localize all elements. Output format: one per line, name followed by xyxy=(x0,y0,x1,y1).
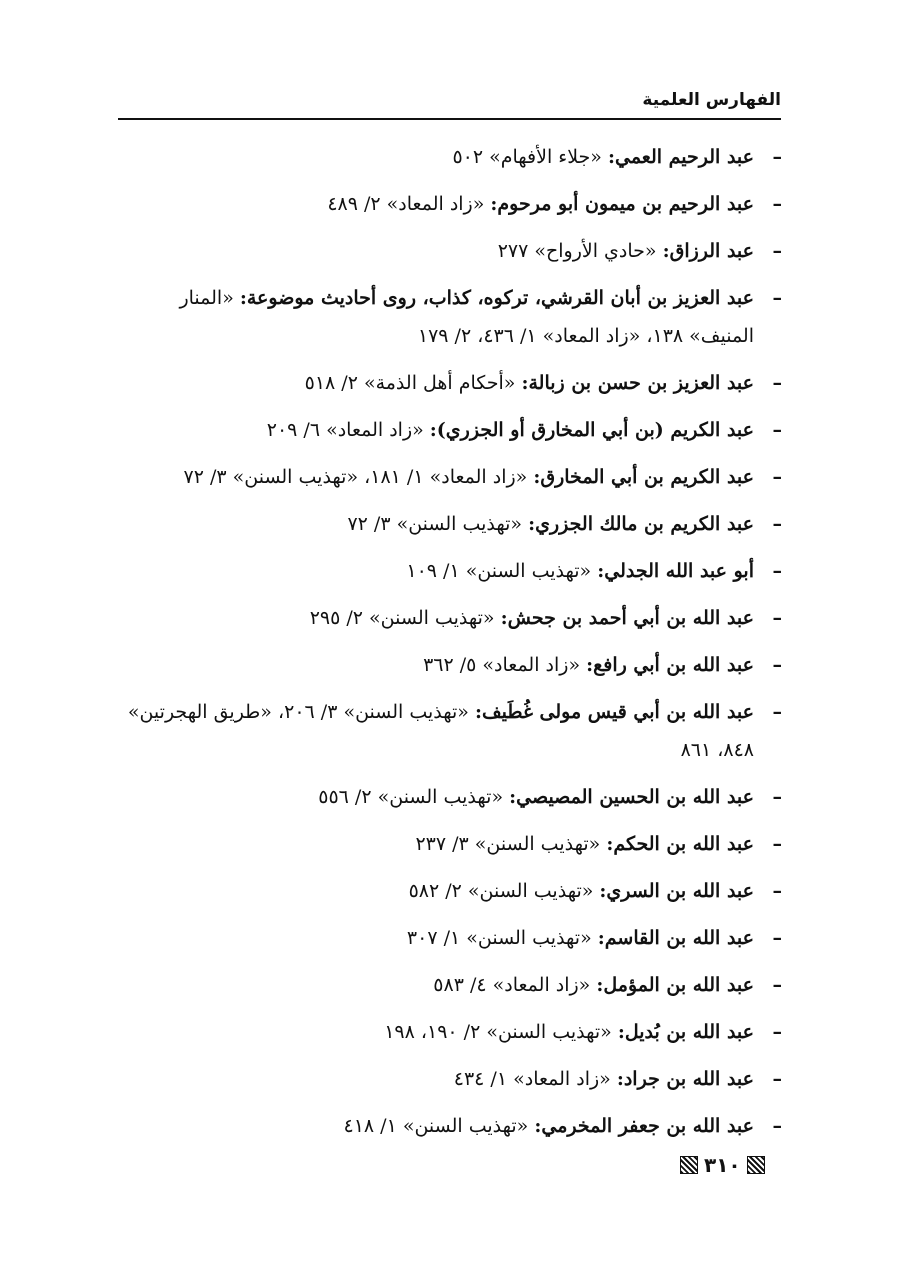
entry-refs: «تهذيب السنن» ٣/ ٧٢ xyxy=(347,513,523,535)
entry-dash: – xyxy=(772,240,782,262)
entry-dash: – xyxy=(772,927,782,949)
entry-refs: «تهذيب السنن» ٣/ ٢٣٧ xyxy=(415,833,601,855)
entry-refs: «تهذيب السنن» ١/ ٤١٨ xyxy=(343,1115,529,1137)
entry-name: عبد الله بن أبي رافع: xyxy=(586,654,754,676)
entry-refs: «المنار المنيف» ١٣٨، «زاد المعاد» ١/ ٤٣٦، ٢/ ١٧٩ xyxy=(179,287,754,347)
entry-name: عبد الكريم بن مالك الجزري: xyxy=(528,513,754,535)
entry-name: عبد الرحيم بن ميمون أبو مرحوم: xyxy=(490,193,754,215)
index-entry xyxy=(110,458,782,496)
header-title: الفهارس العلمية xyxy=(642,90,781,110)
index-entry xyxy=(110,825,782,863)
entry-refs: «زاد المعاد» ٤/ ٥٨٣ xyxy=(433,974,591,996)
entry-refs: «حادي الأرواح» ٢٧٧ xyxy=(497,240,657,262)
index-entry xyxy=(110,919,782,957)
index-entry xyxy=(110,232,782,270)
entry-dash: – xyxy=(772,701,782,723)
index-entry xyxy=(110,646,782,684)
entry-refs: «تهذيب السنن» ٣/ ٢٠٦، «طريق الهجرتين» ٨٤٨، ٨٦١ xyxy=(127,701,754,761)
index-entry xyxy=(110,1107,782,1145)
index-entry xyxy=(110,279,782,355)
entry-refs: «جلاء الأفهام» ٥٠٢ xyxy=(452,146,602,168)
entry-name: عبد الله بن القاسم: xyxy=(597,927,754,949)
entry-name: عبد الله بن جعفر المخرمي: xyxy=(534,1115,754,1137)
entry-name: عبد العزيز بن حسن بن زبالة: xyxy=(521,372,754,394)
entry-name: عبد الكريم بن أبي المخارق: xyxy=(533,466,754,488)
index-entry xyxy=(110,364,782,402)
entry-dash: – xyxy=(772,146,782,168)
entry-refs: «زاد المعاد» ٥/ ٣٦٢ xyxy=(423,654,581,676)
index-entries-list xyxy=(110,138,782,1154)
entry-dash: – xyxy=(772,607,782,629)
index-entry xyxy=(110,778,782,816)
entry-name: عبد الله بن أبي أحمد بن جحش: xyxy=(500,607,754,629)
ornament-left-icon xyxy=(680,1156,698,1174)
entry-refs: «تهذيب السنن» ٢/ ١٩٠، ١٩٨ xyxy=(384,1021,612,1043)
entry-refs: «زاد المعاد» ١/ ١٨١، «تهذيب السنن» ٣/ ٧٢ xyxy=(183,466,528,488)
entry-refs: «زاد المعاد» ٦/ ٢٠٩ xyxy=(266,419,424,441)
entry-refs: «تهذيب السنن» ١/ ١٠٩ xyxy=(406,560,592,582)
index-entry xyxy=(110,1060,782,1098)
page-number: ٣١٠ xyxy=(704,1153,741,1177)
index-entry xyxy=(110,872,782,910)
entry-dash: – xyxy=(772,287,782,309)
index-entry xyxy=(110,966,782,1004)
entry-dash: – xyxy=(772,654,782,676)
entry-dash: – xyxy=(772,372,782,394)
index-entry xyxy=(110,693,782,769)
entry-dash: – xyxy=(772,974,782,996)
entry-dash: – xyxy=(772,513,782,535)
entry-name: عبد الله بن الحسين المصيصي: xyxy=(509,786,754,808)
index-entry xyxy=(110,505,782,543)
entry-refs: «تهذيب السنن» ٢/ ٢٩٥ xyxy=(309,607,495,629)
entry-name: عبد الله بن أبي قيس مولى غُطَيف: xyxy=(474,701,754,723)
entry-dash: – xyxy=(772,560,782,582)
entry-name: عبد الله بن الحكم: xyxy=(606,833,754,855)
ornament-right-icon xyxy=(747,1156,765,1174)
entry-dash: – xyxy=(772,1068,782,1090)
entry-dash: – xyxy=(772,1021,782,1043)
entry-name: عبد العزيز بن أبان القرشي، تركوه، كذاب، روى أحاديث موضوعة: xyxy=(239,287,754,309)
index-entry xyxy=(110,185,782,223)
entry-dash: – xyxy=(772,786,782,808)
entry-refs: «تهذيب السنن» ٢/ ٥٨٢ xyxy=(408,880,594,902)
entry-name: أبو عبد الله الجدلي: xyxy=(597,560,754,582)
entry-dash: – xyxy=(772,193,782,215)
entry-dash: – xyxy=(772,419,782,441)
index-entry xyxy=(110,552,782,590)
entry-name: عبد الكريم (بن أبي المخارق أو الجزري): xyxy=(429,419,754,441)
entry-name: عبد الله بن جراد: xyxy=(616,1068,754,1090)
entry-dash: – xyxy=(772,1115,782,1137)
index-entry xyxy=(110,599,782,637)
entry-name: عبد الرزاق: xyxy=(662,240,754,262)
entry-name: عبد الله بن السري: xyxy=(599,880,754,902)
entry-dash: – xyxy=(772,880,782,902)
entry-name: عبد الله بن بُديل: xyxy=(617,1021,754,1043)
entry-refs: «تهذيب السنن» ٢/ ٥٥٦ xyxy=(318,786,504,808)
entry-refs: «زاد المعاد» ٢/ ٤٨٩ xyxy=(327,193,485,215)
page-footer xyxy=(680,1150,780,1180)
index-entry xyxy=(110,1013,782,1051)
entry-refs: «زاد المعاد» ١/ ٤٣٤ xyxy=(453,1068,611,1090)
index-entry xyxy=(110,411,782,449)
entry-dash: – xyxy=(772,833,782,855)
entry-dash: – xyxy=(772,466,782,488)
entry-refs: «أحكام أهل الذمة» ٢/ ٥١٨ xyxy=(304,372,516,394)
entry-name: عبد الرحيم العمي: xyxy=(607,146,754,168)
page-header xyxy=(118,88,781,120)
entry-refs: «تهذيب السنن» ١/ ٣٠٧ xyxy=(406,927,592,949)
index-entry xyxy=(110,138,782,176)
entry-name: عبد الله بن المؤمل: xyxy=(596,974,754,996)
